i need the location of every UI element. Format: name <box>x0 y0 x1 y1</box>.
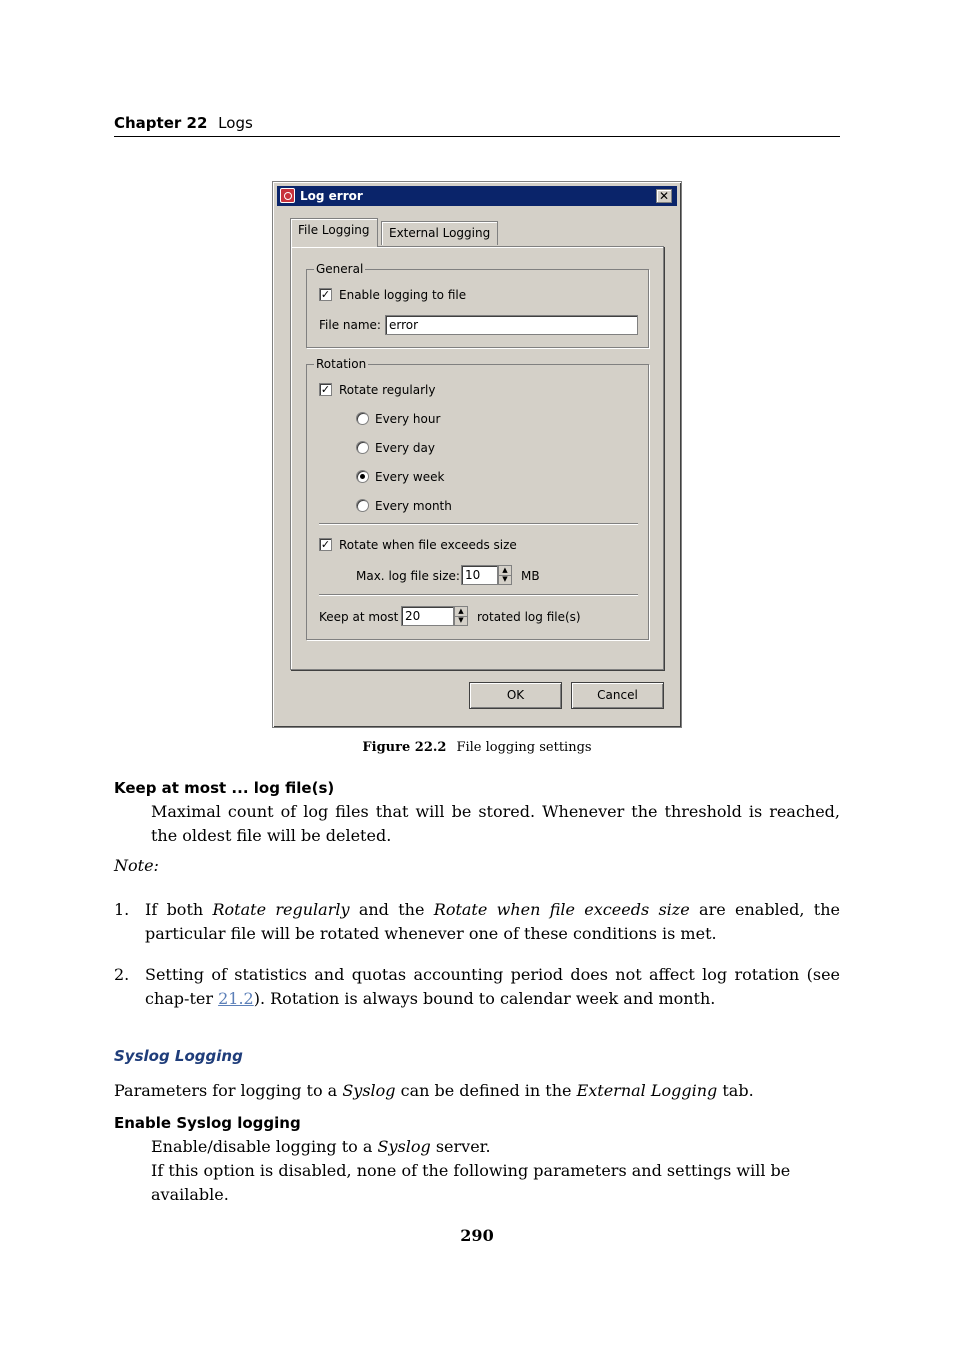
keep-at-most-spinner[interactable] <box>454 606 468 626</box>
list-item-1 <box>145 898 840 946</box>
log-error-dialog <box>272 181 682 728</box>
list-item-2-text: ). Rotation is always bound to calendar week and month. <box>253 989 716 1008</box>
syslog-intro-text: Parameters for logging to a <box>114 1081 343 1100</box>
rotate-size-checkbox[interactable]: ✓ <box>320 538 331 551</box>
every-hour-label: Every hour <box>375 412 441 426</box>
group-rotation <box>306 357 649 640</box>
close-icon[interactable]: ✕ <box>656 189 672 203</box>
rotation-separator-1 <box>319 523 638 525</box>
term-enable-syslog: Enable Syslog logging <box>114 1114 301 1132</box>
rotation-separator-2 <box>319 594 638 596</box>
term-enable-syslog-desc-2: If this option is disabled, none of the following parameters and settings will be available. <box>151 1161 791 1204</box>
syslog-intro-text: can be defined in the <box>395 1081 577 1100</box>
syslog-term: Syslog <box>377 1137 431 1156</box>
spin-up-icon[interactable]: ▲ <box>499 566 511 576</box>
list-number-2: 2. <box>114 965 130 984</box>
every-week-radio[interactable] <box>356 470 369 483</box>
chapter-link[interactable]: 21.2 <box>218 989 254 1008</box>
spin-up-icon[interactable]: ▲ <box>455 607 467 617</box>
list-number-1: 1. <box>114 900 130 919</box>
term-keep-at-most: Keep at most ... log file(s) <box>114 779 335 797</box>
list-item-1-term-a: Rotate regularly <box>212 900 350 919</box>
note-label: Note: <box>114 856 159 875</box>
running-header <box>114 114 840 137</box>
section-label: Logs <box>218 114 253 132</box>
tab-external-logging[interactable]: External Logging <box>381 221 498 245</box>
every-month-radio[interactable] <box>356 499 369 512</box>
spin-down-icon[interactable]: ▼ <box>502 575 508 583</box>
group-rotation-label: Rotation <box>316 357 367 371</box>
syslog-term: Syslog <box>342 1081 396 1100</box>
list-item-1-term-b: Rotate when file exceeds size <box>433 900 690 919</box>
every-day-radio[interactable] <box>356 441 369 454</box>
section-heading-syslog: Syslog Logging <box>114 1047 243 1065</box>
rotate-size-label: Rotate when file exceeds size <box>339 538 517 552</box>
enable-syslog-text: server. <box>430 1137 491 1156</box>
keep-suffix-label: rotated log file(s) <box>477 610 581 624</box>
external-logging-term: External Logging <box>576 1081 718 1100</box>
enable-syslog-text: Enable/disable logging to a <box>151 1137 378 1156</box>
every-month-label: Every month <box>375 499 452 513</box>
every-day-label: Every day <box>375 441 435 455</box>
spin-down-icon[interactable]: ▼ <box>458 616 464 624</box>
every-hour-radio[interactable] <box>356 412 369 425</box>
figure-caption <box>114 740 840 755</box>
list-item-1-text: and the <box>349 900 434 919</box>
dialog-titlebar <box>277 186 677 206</box>
rotate-regularly-checkbox[interactable]: ✓ <box>320 383 331 396</box>
ok-button[interactable]: OK <box>469 682 562 709</box>
list-item-2-text: Setting of statistics and quotas accounting period does not affect log rotation (see chap-ter <box>145 965 840 1008</box>
list-item-1-text: are enabled, the particular file will be rotated whenever one of these conditions is met. <box>145 900 840 943</box>
group-general-label: General <box>316 262 364 276</box>
list-item-1-text: If both <box>145 900 213 919</box>
term-keep-at-most-desc: Maximal count of log files that will be stored. Whenever the threshold is reached, the oldest file will be deleted. <box>151 802 840 845</box>
enable-logging-label: Enable logging to file <box>339 288 467 302</box>
tab-panel-file-logging <box>290 246 664 670</box>
tab-file-logging[interactable]: File Logging <box>290 218 378 247</box>
term-enable-syslog-desc <box>151 1135 840 1159</box>
file-name-input[interactable]: error <box>385 315 638 335</box>
list-item-2 <box>145 963 840 1011</box>
group-general <box>306 262 649 348</box>
page-number: 290 <box>460 1226 494 1245</box>
cancel-button[interactable]: Cancel <box>571 682 664 709</box>
max-size-input[interactable]: 10 <box>461 565 498 585</box>
max-size-unit: MB <box>521 569 540 583</box>
dialog-title: Log error <box>300 189 363 203</box>
keep-at-most-input[interactable]: 20 <box>401 606 454 626</box>
app-icon <box>280 188 295 203</box>
chapter-label: Chapter 22 <box>114 114 208 132</box>
every-week-label: Every week <box>375 470 445 484</box>
max-size-spinner[interactable] <box>498 565 512 585</box>
keep-at-most-label: Keep at most <box>319 610 399 624</box>
rotate-regularly-label: Rotate regularly <box>339 383 436 397</box>
syslog-intro <box>114 1079 840 1103</box>
max-size-label: Max. log file size: <box>356 569 460 583</box>
figure-text: File logging settings <box>456 740 592 755</box>
file-name-label: File name: <box>319 318 381 332</box>
figure-label: Figure 22.2 <box>362 740 447 755</box>
enable-logging-checkbox[interactable]: ✓ <box>320 288 331 301</box>
syslog-intro-text: tab. <box>717 1081 754 1100</box>
